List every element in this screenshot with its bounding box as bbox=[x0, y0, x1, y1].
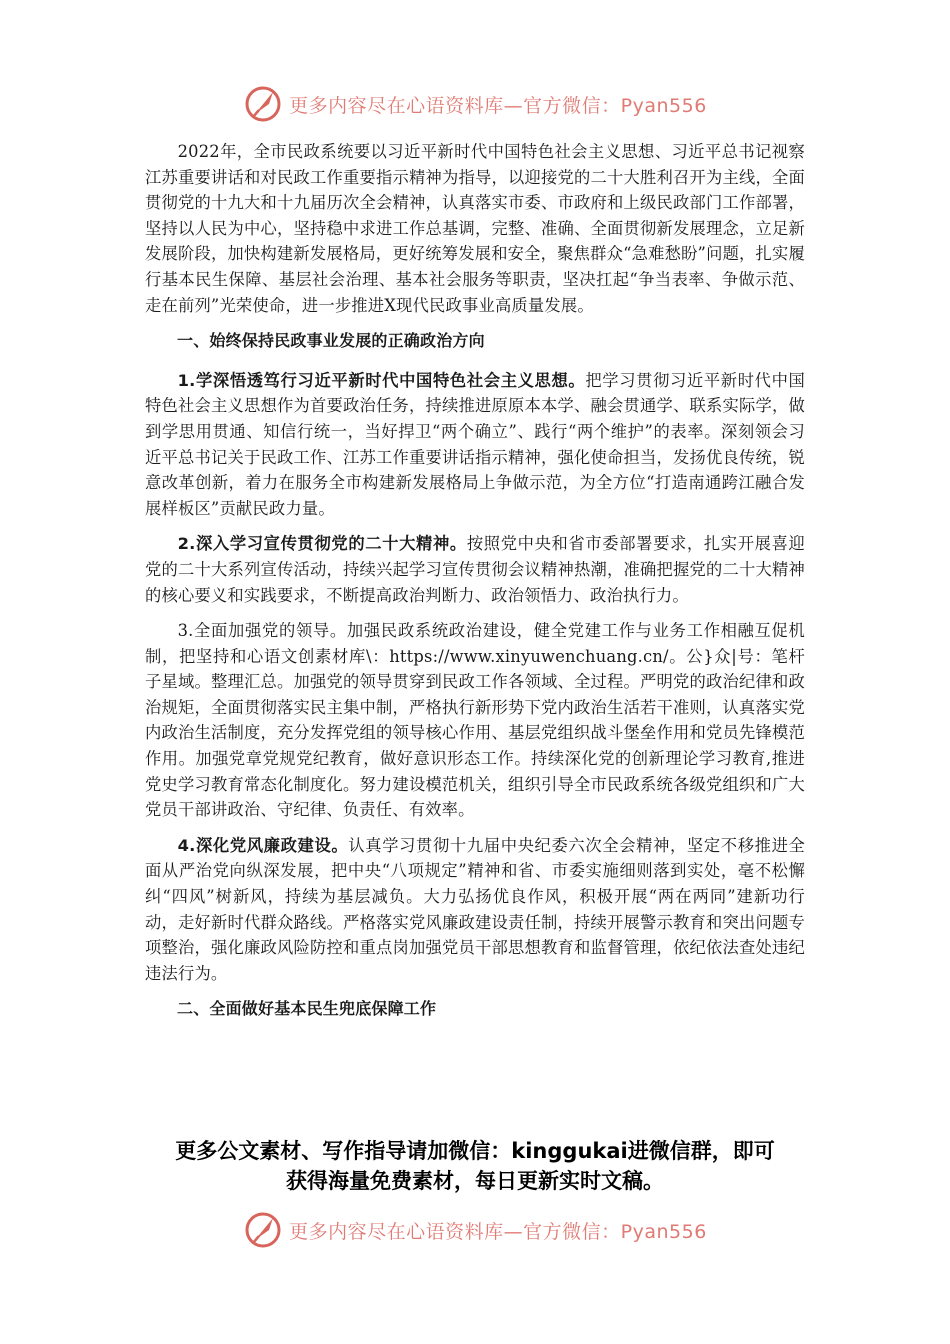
paragraph-2 bbox=[145, 531, 805, 608]
paragraph-4 bbox=[145, 833, 805, 987]
paragraph-1-title: 1.学深悟透笃行习近平新时代中国特色社会主义思想。 bbox=[177, 370, 586, 390]
section-heading-1: 一、始终保持民政事业发展的正确政治方向 bbox=[177, 331, 485, 351]
promo-text bbox=[130, 1136, 820, 1196]
section-heading-2: 二、全面做好基本民生兜底保障工作 bbox=[177, 999, 437, 1019]
paragraph-3: 3.全面加强党的领导。加强民政系统政治建设，健全党建工作与业务工作相融互促机制，把坚持和心语文创素材库\：https://www.xinyuwenchuang.cn/。公}众|号：笔杆子星域。整理汇总。加强党的领导贯穿到民政工作各领域、全过程。严明党的政治纪律和政治规矩，全面贯彻落实民主集中制，严格执行新形势下党内政治生活若干准则，认真落实党内政治生活制度，充分发挥党组的领导核心作用、基层党组织战斗堡垒作用和党员先锋模范作用。加强党章党规党纪教育，做好意识形态工作。持续深化党的创新理论学习教育,推进党史学习教育常态化制度化。努力建设模范机关，组织引导全市民政系统各级党组织和广大党员干部讲政治、守纪律、负责任、有效率。 bbox=[145, 621, 805, 820]
intro-paragraph: 2022年，全市民政系统要以习近平新时代中国特色社会主义思想、习近平总书记视察江苏重要讲话和对民政工作重要指示精神为指导，以迎接党的二十大胜利召开为主线，全面贯彻党的十九大和十九届历次全会精神，认真落实市委、市政府和上级民政部门工作部署，坚持以人民为中心，坚持稳中求进工作总基调，完整、准确、全面贯彻新发展理念，立足新发展阶段，加快构建新发展格局，更好统筹发展和安全，聚焦群众“急难愁盼”问题，扎实履行基本民生保障、基层社会治理、基本社会服务等职责，坚决扛起“争当表率、争做示范、走在前列”光荣使命，进一步推进X现代民政事业高质量发展。 bbox=[145, 142, 805, 315]
quill-logo-icon bbox=[243, 1210, 283, 1250]
banner-text: 更多内容尽在心语资料库—官方微信：Pyan556 bbox=[289, 1220, 707, 1243]
banner-text: 更多内容尽在心语资料库—官方微信：Pyan556 bbox=[289, 94, 707, 117]
paragraph-4-body: 认真学习贯彻十九届中央纪委六次全会精神，坚定不移推进全面从严治党向纵深发展，把中央“八项规定”精神和省、市委实施细则落到实处，毫不松懈纠“四风”树新风，持续为基层减负。大力弘扬优良作风，积极开展“两在两同”建新功行动，走好新时代群众路线。严格落实党风廉政建设责任制，持续开展警示教育和突出问题专项整治，强化廉政风险防控和重点岗加强党员干部思想教育和监督管理，依纪依法查处违纪违法行为。 bbox=[145, 835, 805, 983]
quill-logo-icon bbox=[243, 84, 283, 124]
promo-line-1: 更多公文素材、写作指导请加微信：kinggukai进微信群，即可 bbox=[175, 1139, 775, 1163]
paragraph-1-body: 把学习贯彻习近平新时代中国特色社会主义思想作为首要政治任务，持续推进原原本本学、融会贯通学、联系实际学，做到学思用贯通、知信行统一，当好捍卫“两个确立”、践行“两个维护”的表率。深刻领会习近平总书记关于民政工作、江苏工作重要讲话指示精神，强化使命担当，发扬优良传统，锐意改革创新，着力在服务全市构建新发展格局上争做示范，为全方位“打造南通跨江融合发展样板区”贡献民政力量。 bbox=[145, 370, 805, 518]
promo-line-2: 获得海量免费素材，每日更新实时文稿。 bbox=[286, 1169, 664, 1193]
paragraph-1 bbox=[145, 368, 805, 522]
footer-banner bbox=[0, 1208, 950, 1252]
paragraph-2-body: 按照党中央和省市委部署要求，扎实开展喜迎党的二十大系列宣传活动，持续兴起学习宣传贯彻会议精神热潮，准确把握党的二十大精神的核心要义和实践要求，不断提高政治判断力、政治领悟力、政治执行力。 bbox=[145, 534, 805, 605]
paragraph-4-title: 4.深化党风廉政建设。 bbox=[177, 835, 349, 855]
document-body bbox=[145, 139, 805, 1036]
paragraph-2-title: 2.深入学习宣传贯彻党的二十大精神。 bbox=[177, 534, 467, 554]
header-banner bbox=[0, 82, 950, 126]
